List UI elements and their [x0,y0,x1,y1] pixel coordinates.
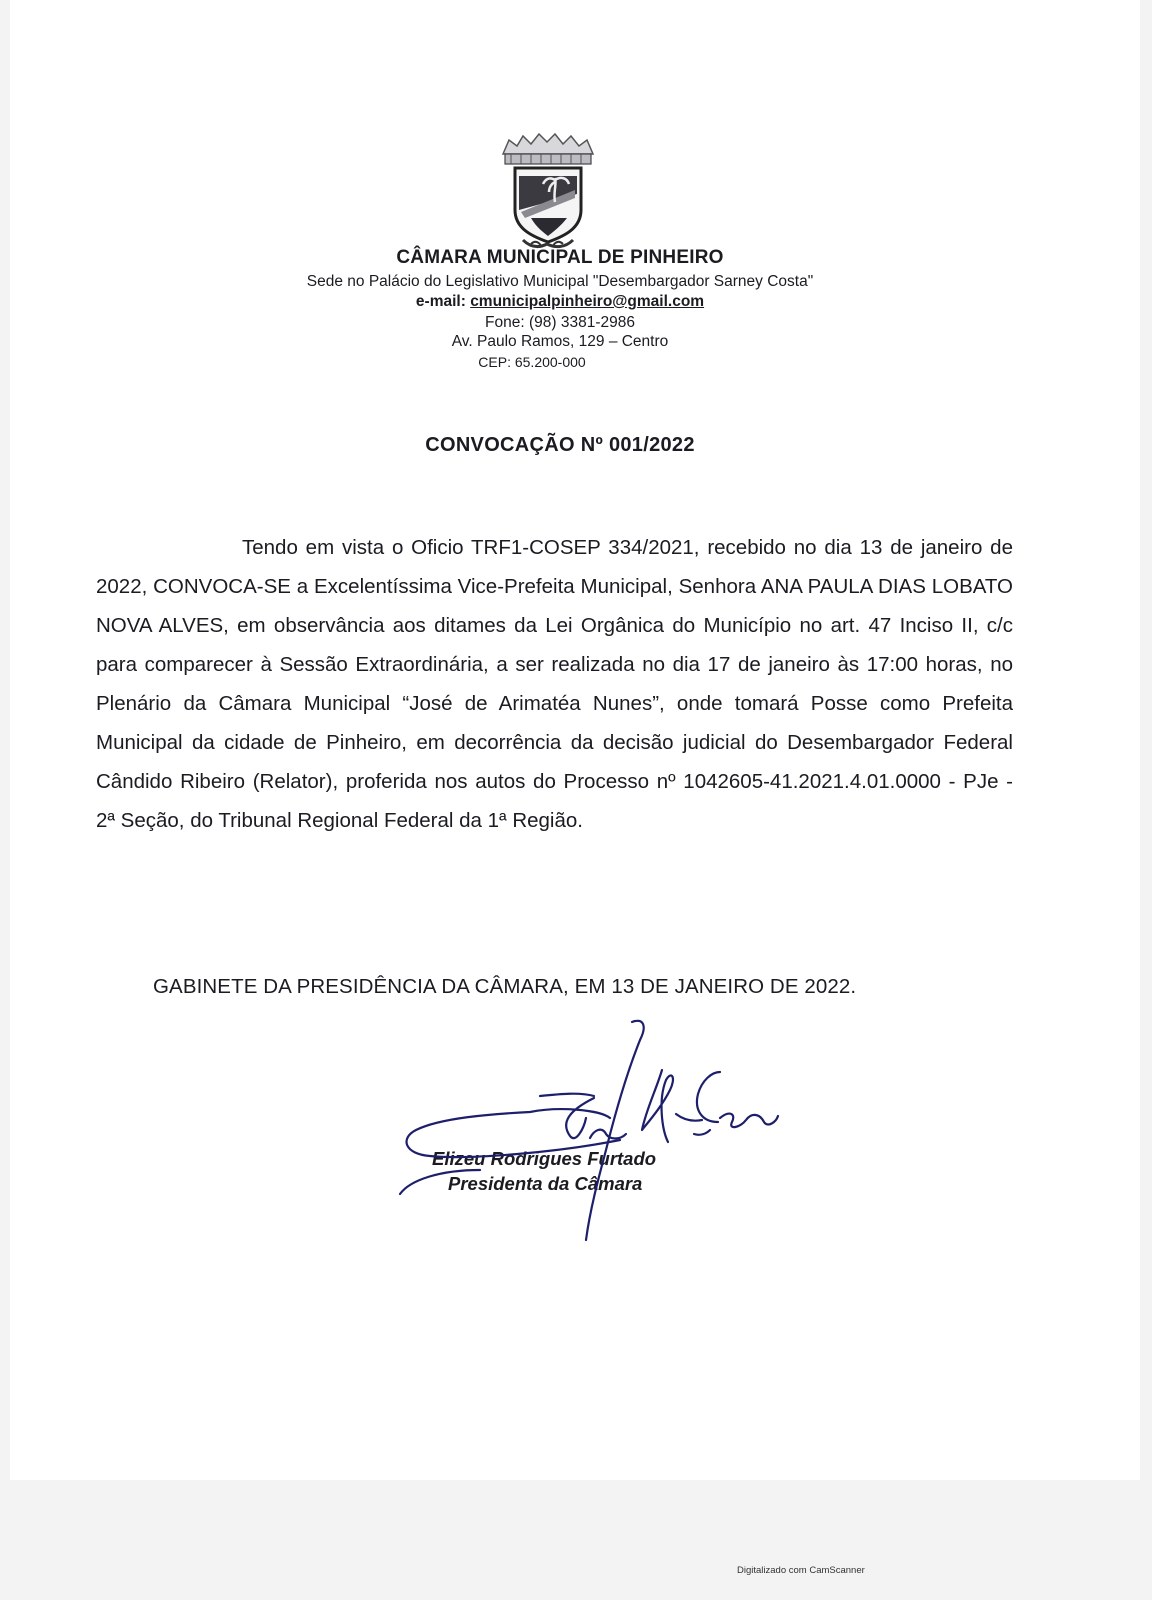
closing-line: GABINETE DA PRESIDÊNCIA DA CÂMARA, EM 13 DE JANEIRO DE 2022. [153,975,857,998]
email-address: cmunicipalpinheiro@gmail.com [470,293,705,310]
phone-number: Fone: (98) 3381-2986 [485,314,635,331]
document-title: CONVOCAÇÃO Nº 001/2022 [425,434,695,456]
email-line [10,292,1110,312]
handwritten-signature-icon [380,1010,800,1250]
organization-name: CÂMARA MUNICIPAL DE PINHEIRO [396,247,724,268]
document-page [10,0,1140,1480]
signatory-name: Elizeu Rodrigues Furtado [432,1148,657,1169]
postal-code: CEP: 65.200-000 [478,354,586,370]
street-address: Av. Paulo Ramos, 129 – Centro [451,333,669,350]
scanner-watermark: Digitalizado com CamScanner [737,1565,865,1576]
signatory-role: Presidenta da Câmara [448,1173,643,1194]
email-label: e-mail: [415,293,466,310]
convocation-body: Tendo em vista o Oficio TRF1-COSEP 334/2021, recebido no dia 13 de janeiro de 2022, CONVOCA-SE a Excelentíssima Vice-Prefeita Municipal, Senhora ANA PAULA DIAS LOBATO NOVA ALVES, em observância aos ditames da Lei Orgânica do Município no art. 47 Inciso II, c/c para comparecer à Sessão Extraordinária, a ser realizada no dia 17 de janeiro às 17:00 horas, no Plenário da Câmara Municipal “José de Arimatéa Nunes”, onde tomará Posse como Prefeita Municipal da cidade de Pinheiro, em decorrência da decisão judicial do Desembargador Federal Cândido Ribeiro (Relator), proferida nos autos do Processo nº 1042605-41.2021.4.01.0000 - PJe - 2ª Seção, do Tribunal Regional Federal da 1ª Região. [96,536,1013,832]
seat-address: Sede no Palácio do Legislativo Municipal "Desembargador Sarney Costa" [306,273,814,290]
municipal-crest-icon [495,132,600,250]
